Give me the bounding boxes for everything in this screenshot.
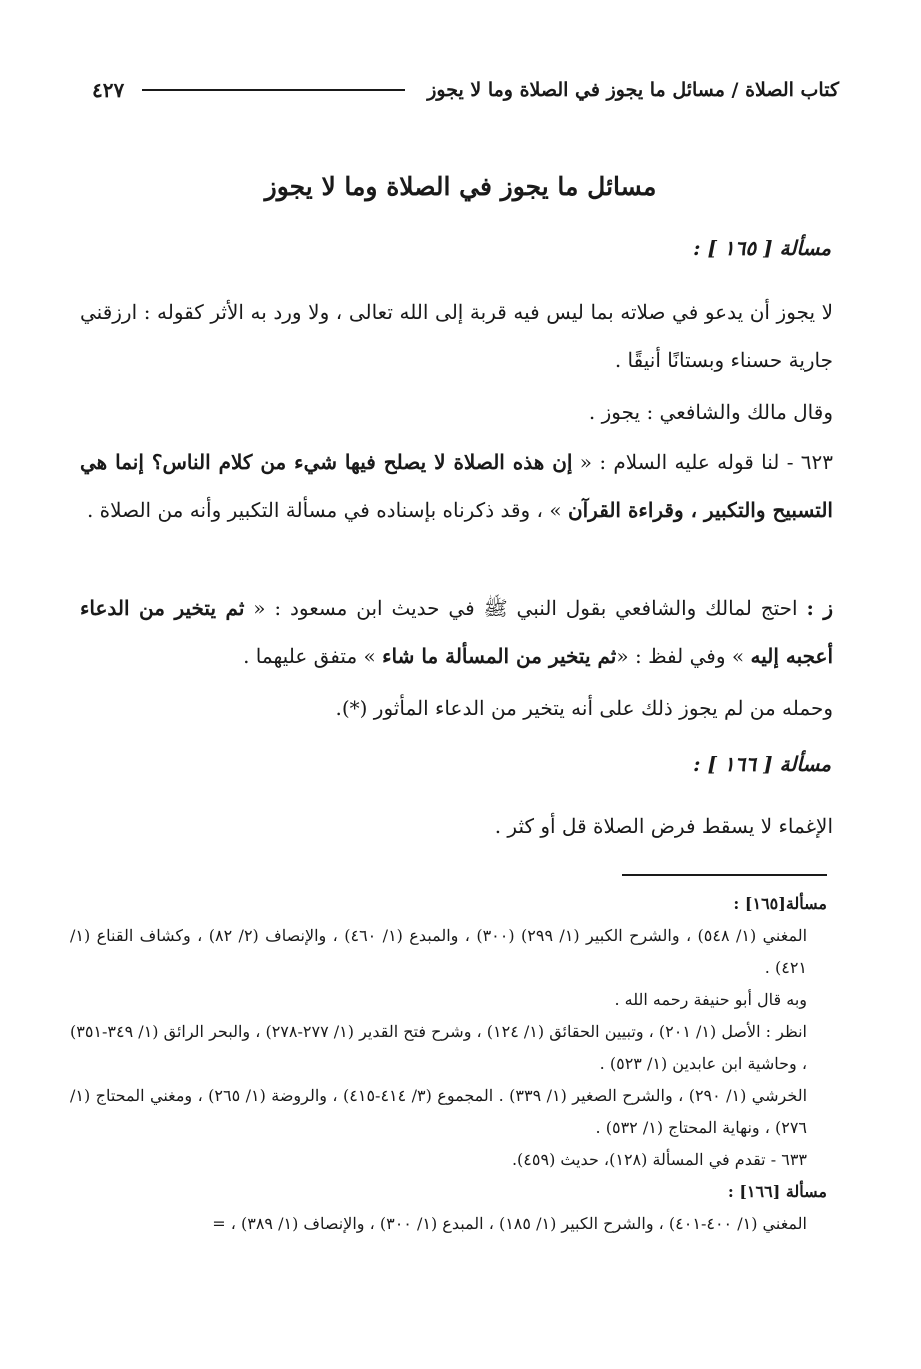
footnote-separator [622,874,827,876]
footnote-line: ٦٣٣ - تقدم في المسألة (١٢٨)، حديث (٤٥٩). [511,1150,807,1169]
footnote-line: المغني (١/ ٥٤٨) ، والشرح الكبير (١/ ٢٩٩) (٣٠٠) ، والمبدع (١/ ٤٦٠) ، والإنصاف (٢/ ٨٢) ، وكشاف القناع (١/ ٤٢١) . [70,926,808,977]
paragraph-6: الإغماء لا يسقط فرض الصلاة قل أو كثر . [494,814,833,838]
footnote-line: وبه قال أبو حنيفة رحمه الله . [614,990,807,1009]
paragraph-1: لا يجوز أن يدعو في صلاته بما ليس فيه قربة إلى الله تعالى ، ولا ورد به الأثر كقوله : ارزقني جارية حسناء وبستانًا أنيقًا . [80,300,833,372]
paragraph-5: وحمله من لم يجوز ذلك على أنه يتخير من الدعاء المأثور (*). [335,696,833,720]
running-title: كتاب الصلاة / مسائل ما يجوز في الصلاة وما لا يجوز [427,79,839,101]
zay-marker: ز : [806,596,833,620]
hadith-quote-1: إن هذه الصلاة لا يصلح فيها شيء من كلام الناس؟ إنما هي التسبيح والتكبير ، وقراءة القرآن [80,450,833,522]
page-number: ٤٢٧ [92,78,125,102]
running-header [92,72,839,108]
paragraph-4 [80,584,833,680]
paragraph-3 [80,438,833,534]
footnote-166-heading: مسألة [١٦٦] : [727,1182,827,1201]
footnote-line: المغني (١/ ٤٠٠-٤٠١) ، والشرح الكبير (١/ ١٨٥) ، المبدع (١/ ٣٠٠) ، والإنصاف (١/ ٣٨٩) ، = [212,1214,807,1233]
footnote-165-heading: مسألة[١٦٥] : [733,894,827,913]
header-rule [142,89,405,91]
paragraph-3-tail: » ، وقد ذكرناه بإسناده في مسألة التكبير وأنه من الصلاة . [86,498,568,522]
hadith-quote-3: ثم يتخير من المسألة ما شاء [382,644,617,668]
footnote-line: انظر : الأصل (١/ ٢٠١) ، وتبيين الحقائق (١/ ١٢٤) ، وشرح فتح القدير (١/ ٢٧٧-٢٧٨) ، والبحر الرائق (١/ ٣٤٩-٣٥١) ، وحاشية ابن عابدين (١/ ٥٢٣) . [69,1022,807,1073]
masala-165-heading: مسألة [ ١٦٥ ] : [693,236,831,260]
paragraph-3-intro: ٦٢٣ - لنا قوله عليه السلام : « [572,450,833,474]
paragraph-4-mid: » وفي لفظ : « [616,644,751,668]
section-title: مسائل ما يجوز في الصلاة وما لا يجوز [264,172,657,201]
paragraph-4-tail: » متفق عليهما . [243,644,383,668]
paragraph-2: وقال مالك والشافعي : يجوز . [588,400,833,424]
hadith-quote-2: ثم يتخير من الدعاء أعجبه إليه [80,596,833,668]
paragraph-4-intro: احتج لمالك والشافعي بقول النبي ﷺ في حديث ابن مسعود : « [244,596,807,620]
masala-166-heading: مسألة [ ١٦٦ ] : [693,752,831,776]
footnotes [70,888,827,1240]
footnote-line: الخرشي (١/ ٢٩٠) ، والشرح الصغير (١/ ٣٣٩) . المجموع (٣/ ٤١٤-٤١٥) ، والروضة (١/ ٢٦٥) ، ومغني المحتاج (١/ ٢٧٦) ، ونهاية المحتاج (١/ ٥٣٢) . [70,1086,808,1137]
